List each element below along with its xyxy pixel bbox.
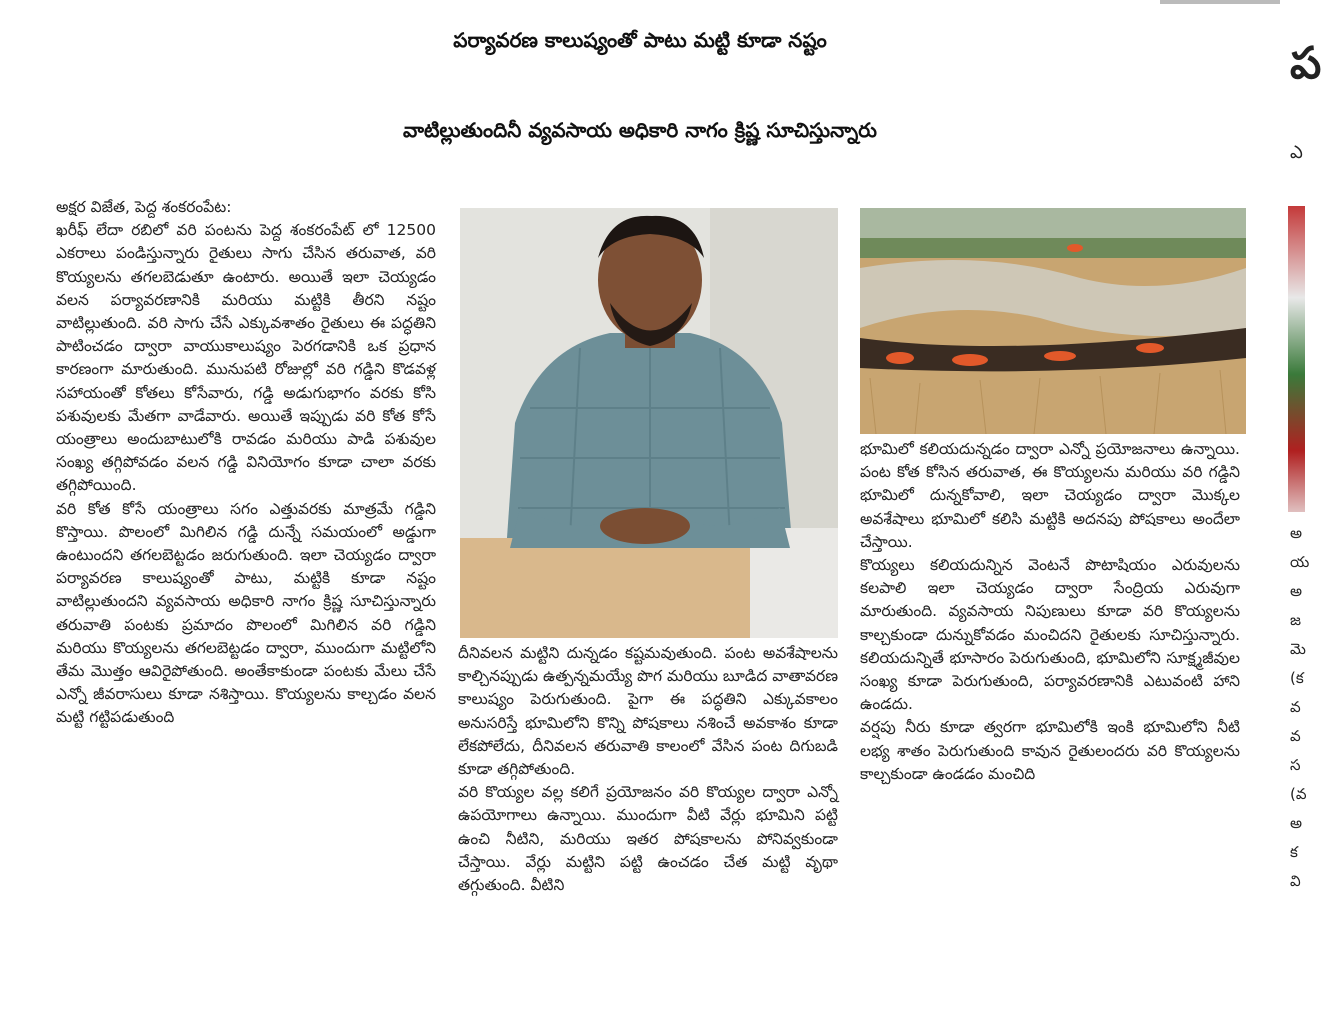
neighbour-text-fragment: జ: [1290, 611, 1301, 629]
neighbour-text-fragment: క: [1290, 843, 1298, 861]
neighbour-text-fragment: అ: [1290, 582, 1303, 600]
officer-illustration: [460, 208, 838, 638]
paragraph: వరి కొయ్యల వల్ల కలిగే ప్రయోజనం వరి కొయ్యల ద్వారా ఎన్నో ఉపయోగాలు ఉన్నాయి. ముందుగా వీటి వేర్లు భూమిని పట్టి ఉంచి నీటిని, మరియు ఇతర పోషకాలను పోనివ్వకుండా చేస్తాయి. వేర్లు మట్టిని పట్టి ఉంచడం చేత మట్టి వృథా తగ్గుతుంది. వీటిని: [458, 783, 838, 895]
article-column-2: [458, 642, 838, 897]
neighbour-text-fragment: (వ: [1290, 785, 1307, 803]
dateline: అక్షర విజేత, పెద్ద శంకరంపేట:: [56, 198, 232, 216]
neighbour-headline-fragment: ప: [1290, 38, 1321, 89]
neighbour-text-fragment: స: [1290, 756, 1301, 774]
paragraph: దీనివలన మట్టిని దున్నడం కష్టమవుతుంది. పంట అవశేషాలను కాల్చినప్పుడు ఉత్పన్నమయ్యే పొగ మరియు బూడిద వాతావరణ కాలుష్యం పెరుగుతుంది. పైగా ఈ పద్ధతిని ఎక్కువకాలం అనుసరిస్తే భూమిలోని కొన్ని పోషకాలు నశించే అవకాశం కూడా లేకపోలేదు, దీనివలన తరువాతి కాలంలో వేసిన పంట దిగుబడి కూడా తగ్గిపోతుంది.: [458, 644, 838, 779]
article-column-1: [56, 196, 436, 730]
paragraph: కొయ్యలు కలియదున్నిన వెంటనే పొటాషియం ఎరువులను కలపాలి ఇలా చెయ్యడం ద్వారా సేంద్రియ ఎరువుగా మారుతుంది. వ్యవసాయ నిపుణులు కూడా వరి కొయ్యలను కాల్చకుండా దున్నుకోవడం మంచిదని రైతులకు సూచిస్తున్నారు. కలియదున్నితే భూసారం పెరుగుతుంది, భూమిలోని సూక్ష్మజీవుల సంఖ్య కూడా పెరుగుతుంది, పర్యావరణానికి ఎటువంటి హాని ఉండదు.: [860, 556, 1240, 714]
burning-field-photo: [860, 208, 1246, 434]
headline-line-1: పర్యావరణ కాలుష్యంతో పాటు మట్టి కూడా నష్టం: [453, 28, 827, 52]
headline-line-2: వాటిల్లుతుందినీ వ్యవసాయ అధికారి నాగం క్రిష్ణ సూచిస్తున్నారు: [403, 118, 877, 142]
article-column-3: [860, 438, 1240, 786]
paragraph: వర్షపు నీరు కూడా త్వరగా భూమిలోకి ఇంకి భూమిలోని నీటి లభ్య శాతం పెరుగుతుంది కావున రైతులందరు వరి కొయ్యలను కాల్చకుండా ఉండడం మంచిది: [860, 718, 1240, 783]
neighbour-text-fragment: వ: [1290, 698, 1301, 716]
paragraph: వరి కోత కోసే యంత్రాలు సగం ఎత్తువరకు మాత్రమే గడ్డిని కొస్తాయి. పొలంలో మిగిలిన గడ్డి దున్నే సమయంలో అడ్డుగా ఉంటుందని తగలబెట్టడం జరుగుతుంది. ఇలా చెయ్యడం ద్వారా పర్యావరణ కాలుష్యంతో పాటు, మట్టికి కూడా నష్టం వాటిల్లుతుందని వ్యవసాయ అధికారి నాగం క్రిష్ణ సూచిస్తున్నారు తరువాతి పంటకు ప్రమాదం పొలంలో మిగిలిన వరి గడ్డిని మరియు కొయ్యలను తగలబెట్టడం ద్వారా, ముందుగా మట్టిలోని తేమ మొత్తం ఆవిరైపోతుంది. అంతేకాకుండా పంటకు మేలు చేసే ఎన్నో జీవరాసులు కూడా నశిస్తాయి. కొయ్యలను కాల్చడం వలన మట్టి గట్టిపడుతుంది: [56, 499, 436, 727]
neighbour-article-edge: [1288, 0, 1321, 1015]
top-edge-marks: [1160, 0, 1280, 4]
neighbour-text-fragment: వ: [1290, 727, 1301, 745]
paragraph: ఖరీఫ్ లేదా రబిలో వరి పంటను పెద్ద శంకరంపేట్ లో 12500 ఎకరాలు పండిస్తున్నారు రైతులు సాగు చేసిన తరువాత, వరి కొయ్యలను తగలబెడుతూ ఉంటారు. అయితే ఇలా చెయ్యడం వలన పర్యావరణానికి మరియు మట్టికి తీరని నష్టం వాటిల్లుతుంది. వరి సాగు చేసే ఎక్కువశాతం రైతులు ఈ పద్ధతిని పాటించడం ద్వారా వాయుకాలుష్యం పెరగడానికి ఒక ప్రధాన కారణంగా మారుతుంది. మునుపటి రోజుల్లో వరి గడ్డిని కొడవళ్ల సహాయంతో కోతలు కోసేవారు, గడ్డి అడుగుభాగం వరకు కోసి పశువులకు మేతగా వాడేవారు. అయితే ఇప్పుడు వరి కోత కోసే యంత్రాలు అందుబాటులోకి రావడం మరియు పాడి పశువుల సంఖ్య తగ్గిపోవడం వలన గడ్డి వినియోగం కూడా చాలా వరకు తగ్గిపోయింది.: [56, 221, 436, 495]
neighbour-text-fragment: య: [1290, 553, 1310, 571]
field-illustration: [860, 208, 1246, 434]
neighbour-text-fragment: అ: [1290, 814, 1303, 832]
paragraph: భూమిలో కలియదున్నడం ద్వారా ఎన్నో ప్రయోజనాలు ఉన్నాయి. పంట కోత కోసిన తరువాత, ఈ కొయ్యలను మరియు వరి గడ్డిని భూమిలో దున్నకోవాలి, ఇలా చెయ్యడం ద్వారా మొక్కల అవశేషాలు భూమిలో కలిసి మట్టికి అదనపు పోషకాలు అందేలా చేస్తాయి.: [860, 440, 1240, 551]
officer-photo: [460, 208, 838, 638]
neighbour-text-fragment: వి: [1290, 872, 1301, 890]
neighbour-text-fragment: (క: [1290, 669, 1304, 687]
neighbour-text-fragment: అ: [1290, 524, 1303, 542]
neighbour-sub-fragment: ఎ: [1290, 142, 1303, 163]
neighbour-text-fragment: మె: [1290, 640, 1306, 658]
